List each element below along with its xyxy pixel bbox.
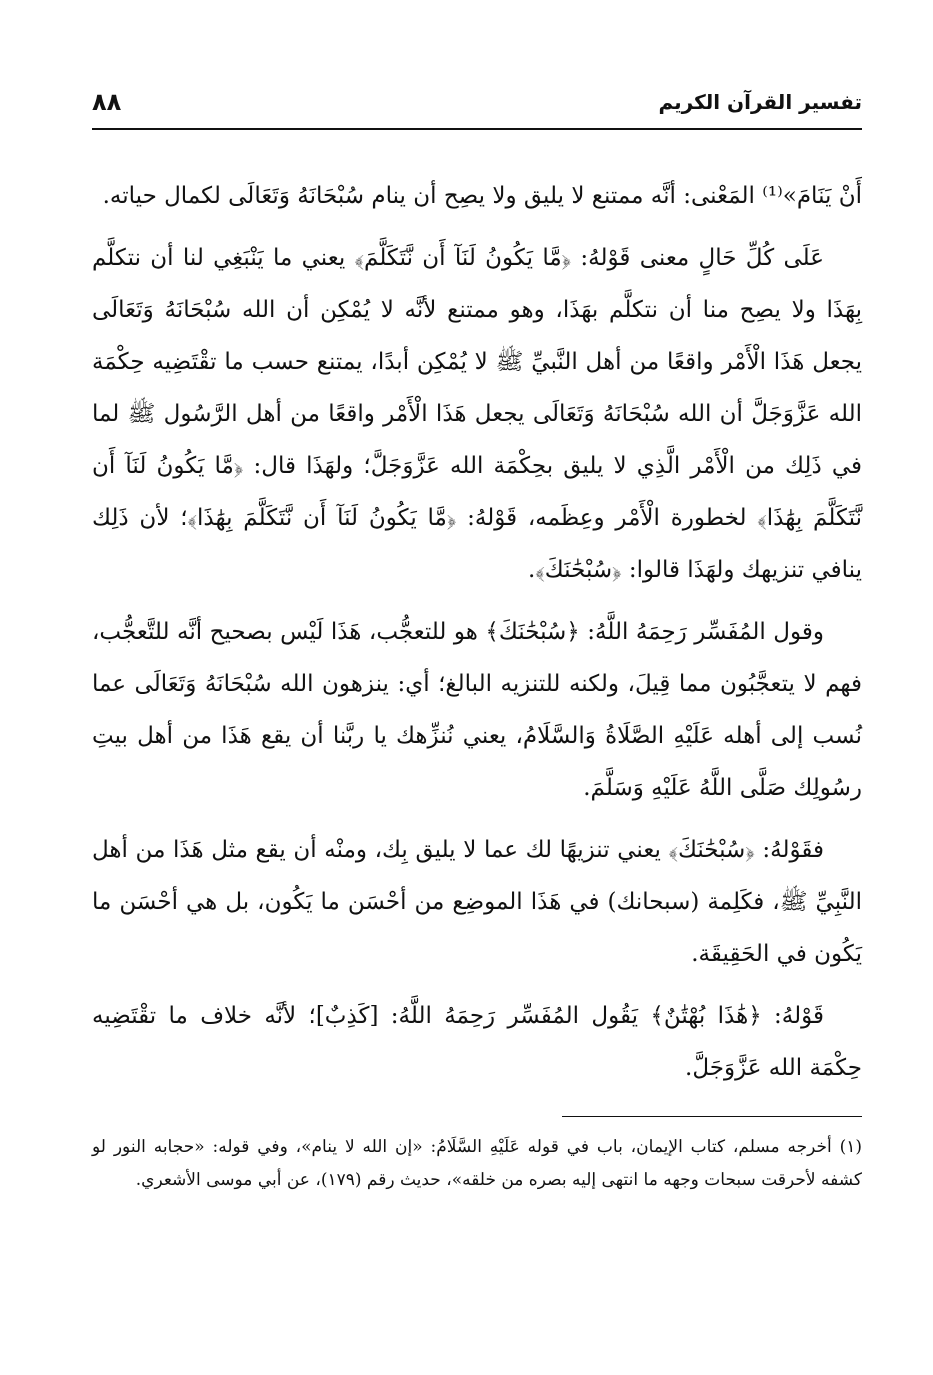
- paragraph: عَلَى كُلِّ حَالٍ معنى قَوْلهُ: ﴿مَّا يَكُونُ لَنَآ أَن نَّتَكَلَّمَ﴾ يعني ما يَنْبَغِي لنا أن نتكلَّم بِهَذَا ولا يصِح منا أن نتكلَّم بهَذَا، وهو ممتنع لأنَّه لا يُمْكِن أن الله سُبْحَانَهُ وَتَعَالَى يجعل هَذَا الْأَمْر واقعًا من أهل النَّبيِّ ﷺ لا يُمْكِن أبدًا، يمتنع حسب ما تقْتَضِيه حِكْمَة الله عَزَّوَجَلَّ أن الله سُبْحَانَهُ وَتَعَالَى يجعل هَذَا الْأَمْر واقعًا من أهل الرَّسُول ﷺ لما في ذَلِك من الْأَمْر الَّذِي لا يليق بحِكْمَة الله عَزَّوَجَلَّ؛ ولهَذَا قال: ﴿مَّا يَكُونُ لَنَآ أَن نَّتَكَلَّمَ بِهَٰذَا﴾ لخطورة الْأَمْر وعِظَمه، قَوْلهُ: ﴿مَّا يَكُونُ لَنَآ أَن نَّتَكَلَّمَ بِهَٰذَا﴾؛ لأن ذَلِك ينافي تنزيهك ولهَذَا قالوا: ﴿سُبْحَٰنَكَ﴾.: [92, 245, 862, 583]
- page-body: [92, 170, 862, 1094]
- page-number: ٨٨: [92, 88, 122, 116]
- footnote: (١) أخرجه مسلم، كتاب الإيمان، باب في قوله عَلَيْهِ السَّلَامُ: «إن الله لا ينام»، وفي قوله: «حجابه النور لو كشفه لأحرقت سبحات وجهه ما انتهى إليه بصره من خلقه»، حديث رقم (١٧٩)، عن أبي موسى الأشعري.: [92, 1137, 862, 1190]
- footnote-divider: [562, 1116, 862, 1117]
- paragraph: فقَوْلهُ: ﴿سُبْحَٰنَكَ﴾ يعني تنزيهًا لك عما لا يليق بِك، ومنْه أن يقع مثل هَذَا من أهل النَّبِيِّ ﷺ، فكَلِمة (سبحانك) في هَذَا الموضِع من أحْسَن ما يَكُون، بل هي أحْسَن ما يَكُون في الحَقِيقَة.: [92, 837, 862, 967]
- paragraph: قَوْلهُ: ﴿هَٰذَا بُهْتَٰنٌ﴾ يَقُول المُفَسِّر رَحِمَهُ اللَّهُ: [كَذِبٌ]؛ لأنَّه خلاف ما تقْتَضِيه حِكْمَة الله عَزَّوَجَلَّ.: [92, 1003, 862, 1081]
- paragraph: أَنْ يَنَامَ»⁽¹⁾ المَعْنى: أنَّه ممتنع لا يليق ولا يصِح أن ينام سُبْحَانَهُ وَتَعَالَى لكمال حياته.: [102, 183, 862, 209]
- page-header: [92, 88, 862, 130]
- book-page: [92, 88, 862, 1298]
- paragraph: وقول المُفَسِّر رَحِمَهُ اللَّهُ: ﴿سُبْحَٰنَكَ﴾ هو للتعجُّب، هَذَا لَيْس بصحيح أنَّه للتَّعجُّب، فهم لا يتعجَّبُون مما قِيلَ، ولكنه للتنزيه البالغ؛ أي: ينزهون الله سُبْحَانَهُ وَتَعَالَى عما نُسب إلى أهله عَلَيْهِ الصَّلَاةُ وَالسَّلَامُ، يعني نُنزِّهك يا ربَّنا أن يقع هَذَا من أهل بيتِ رسُولِك صَلَّى اللَّهُ عَلَيْهِ وَسَلَّمَ.: [92, 619, 862, 801]
- book-title: تفسير القرآن الكريم: [658, 90, 862, 114]
